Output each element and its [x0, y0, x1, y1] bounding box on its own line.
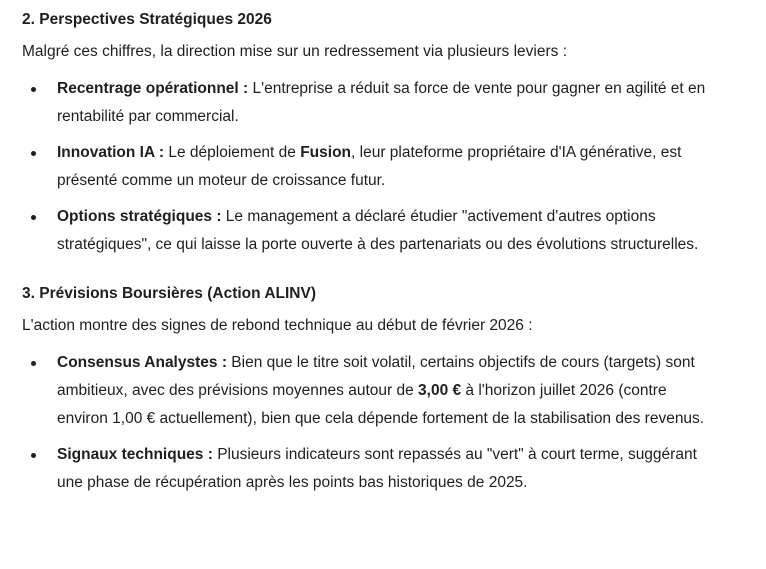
- list-item-recentrage: [22, 75, 707, 131]
- item-bold-term: 3,00 €: [418, 382, 462, 399]
- item-label: Options stratégiques :: [57, 208, 222, 225]
- section-heading-perspectives: 2. Perspectives Stratégiques 2026: [22, 11, 272, 28]
- bullet-icon: [31, 215, 36, 220]
- item-text: Le management a déclaré étudier "activement d'autres options stratégiques", ce qui laisse la porte ouverte à des partenariats ou des évolutions structurelles.: [57, 208, 699, 253]
- section-intro-perspectives: Malgré ces chiffres, la direction mise sur un redressement via plusieurs leviers :: [22, 43, 568, 60]
- bullet-icon: [31, 453, 36, 458]
- bullet-list-previsions: [22, 349, 766, 497]
- item-label: Signaux techniques :: [57, 446, 213, 463]
- list-item-signaux: [22, 441, 707, 497]
- item-text: Plusieurs indicateurs sont repassés au "vert" à court terme, suggérant une phase de récupération après les points bas historiques de 2025.: [57, 446, 697, 491]
- list-item-consensus: [22, 349, 707, 433]
- item-text: L'entreprise a réduit sa force de vente pour gagner en agilité et en rentabilité par commercial.: [57, 80, 706, 125]
- item-bold-term: Fusion: [300, 144, 352, 161]
- item-text: à l'horizon juillet 2026 (contre environ 1,00 € actuellement), bien que cela dépende fortement de la stabilisation des revenus.: [57, 382, 705, 427]
- bullet-icon: [31, 361, 36, 366]
- bullet-icon: [31, 151, 36, 156]
- item-text: Bien que le titre soit volatil, certains objectifs de cours (targets) sont ambitieux, avec des prévisions moyennes autour de: [57, 354, 695, 399]
- list-item-options-strategiques: [22, 203, 707, 259]
- item-label: Recentrage opérationnel :: [57, 80, 249, 97]
- item-label: Consensus Analystes :: [57, 354, 227, 371]
- section-heading-previsions: 3. Prévisions Boursières (Action ALINV): [22, 285, 317, 302]
- item-text: Le déploiement de: [164, 144, 301, 161]
- bullet-icon: [31, 87, 36, 92]
- item-text: , leur plateforme propriétaire d'IA générative, est présenté comme un moteur de croissance futur.: [57, 144, 682, 189]
- item-label: Innovation IA :: [57, 144, 165, 161]
- list-item-innovation-ia: [22, 139, 707, 195]
- section-intro-previsions: L'action montre des signes de rebond technique au début de février 2026 :: [22, 317, 533, 334]
- bullet-list-perspectives: [22, 75, 766, 259]
